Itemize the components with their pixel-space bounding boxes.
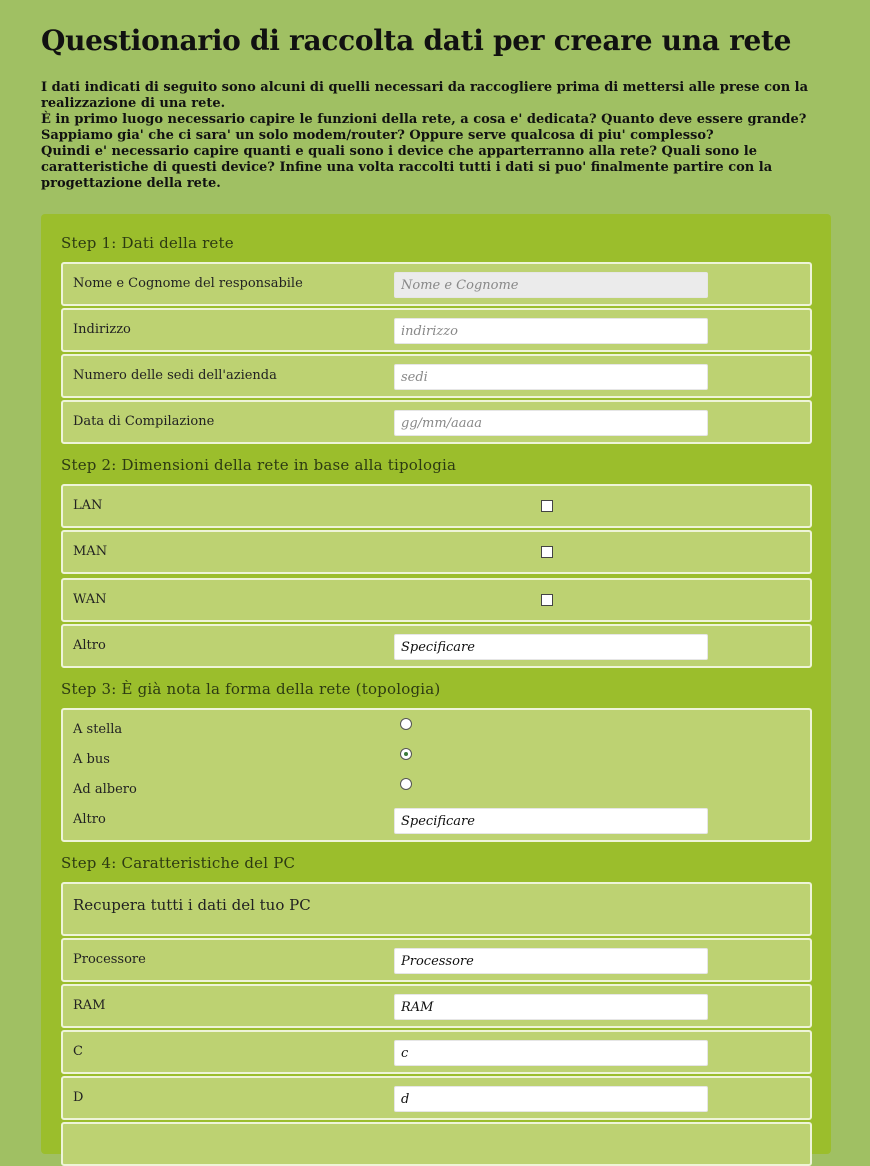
data-compilazione-input[interactable]	[394, 410, 708, 436]
option-label-bus: A bus	[73, 752, 110, 767]
step2-title: Step 2: Dimensioni della rete in base alla tipologia	[61, 456, 457, 474]
step3-title: Step 3: È già nota la forma della rete (topologia)	[61, 680, 441, 698]
disk-c-input[interactable]	[394, 1040, 708, 1066]
field-row-processore	[61, 938, 812, 982]
field-label-d: D	[73, 1090, 84, 1105]
ram-input[interactable]	[394, 994, 708, 1020]
field-row-sedi	[61, 354, 812, 398]
topologia-altro-input[interactable]	[394, 808, 708, 834]
option-row-man	[61, 530, 812, 574]
sedi-input[interactable]	[394, 364, 708, 390]
page-title: Questionario di raccolta dati per creare una rete	[41, 24, 792, 57]
option-label-altro: Altro	[73, 638, 106, 653]
option-row-wan	[61, 578, 812, 622]
stella-radio[interactable]	[400, 718, 412, 730]
man-checkbox[interactable]	[541, 546, 553, 558]
field-row-partial	[61, 1122, 812, 1166]
dimensione-altro-input[interactable]	[394, 634, 708, 660]
field-row-c	[61, 1030, 812, 1074]
pc-subheading-box	[61, 882, 812, 936]
processore-input[interactable]	[394, 948, 708, 974]
option-label-lan: LAN	[73, 498, 103, 513]
field-row-ram	[61, 984, 812, 1028]
option-label-stella: A stella	[73, 722, 123, 737]
lan-checkbox[interactable]	[541, 500, 553, 512]
intro-paragraph: Quindi e' necessario capire quanti e quali sono i device che apparterranno alla rete? Quali sono le caratteristiche di questi device? Infine una volta raccolti tutti i dati si puo' finalmente partire con la progettazione della rete.	[41, 144, 773, 191]
questionnaire-form	[41, 214, 831, 1154]
field-row-d	[61, 1076, 812, 1120]
field-label-c: C	[73, 1044, 83, 1059]
option-label-man: MAN	[73, 544, 108, 559]
option-label-albero: Ad albero	[73, 782, 137, 797]
field-row-indirizzo	[61, 308, 812, 352]
field-label-processore: Processore	[73, 952, 146, 967]
wan-checkbox[interactable]	[541, 594, 553, 606]
intro-paragraph: È in primo luogo necessario capire le funzioni della rete, a cosa e' dedicata? Quanto deve essere grande? Sappiamo gia' che ci sara' un solo modem/router? Oppure serve qualcosa di piu' complesso?	[41, 112, 807, 143]
option-row-lan	[61, 484, 812, 528]
albero-radio[interactable]	[400, 778, 412, 790]
intro-paragraph: I dati indicati di seguito sono alcuni di quelli necessari da raccogliere prima di mettersi alle prese con la realizzazione di una rete.	[41, 80, 809, 111]
indirizzo-input[interactable]	[394, 318, 708, 344]
option-label-wan: WAN	[73, 592, 107, 607]
option-row-altro	[61, 624, 812, 668]
step4-title: Step 4: Caratteristiche del PC	[61, 854, 296, 872]
bus-radio[interactable]	[400, 748, 412, 760]
field-label-indirizzo: Indirizzo	[73, 322, 131, 337]
field-row-data	[61, 400, 812, 444]
field-label-sedi: Numero delle sedi dell'azienda	[73, 368, 277, 383]
option-label-altro-topologia: Altro	[73, 812, 106, 827]
field-label-responsabile: Nome e Cognome del responsabile	[73, 276, 303, 291]
responsabile-input[interactable]	[394, 272, 708, 298]
field-label-data: Data di Compilazione	[73, 414, 215, 429]
pc-subheading: Recupera tutti i dati del tuo PC	[73, 896, 311, 914]
step1-title: Step 1: Dati della rete	[61, 234, 234, 252]
disk-d-input[interactable]	[394, 1086, 708, 1112]
field-row-responsabile	[61, 262, 812, 306]
topology-group	[61, 708, 812, 842]
intro-text	[41, 80, 811, 192]
field-label-ram: RAM	[73, 998, 106, 1013]
